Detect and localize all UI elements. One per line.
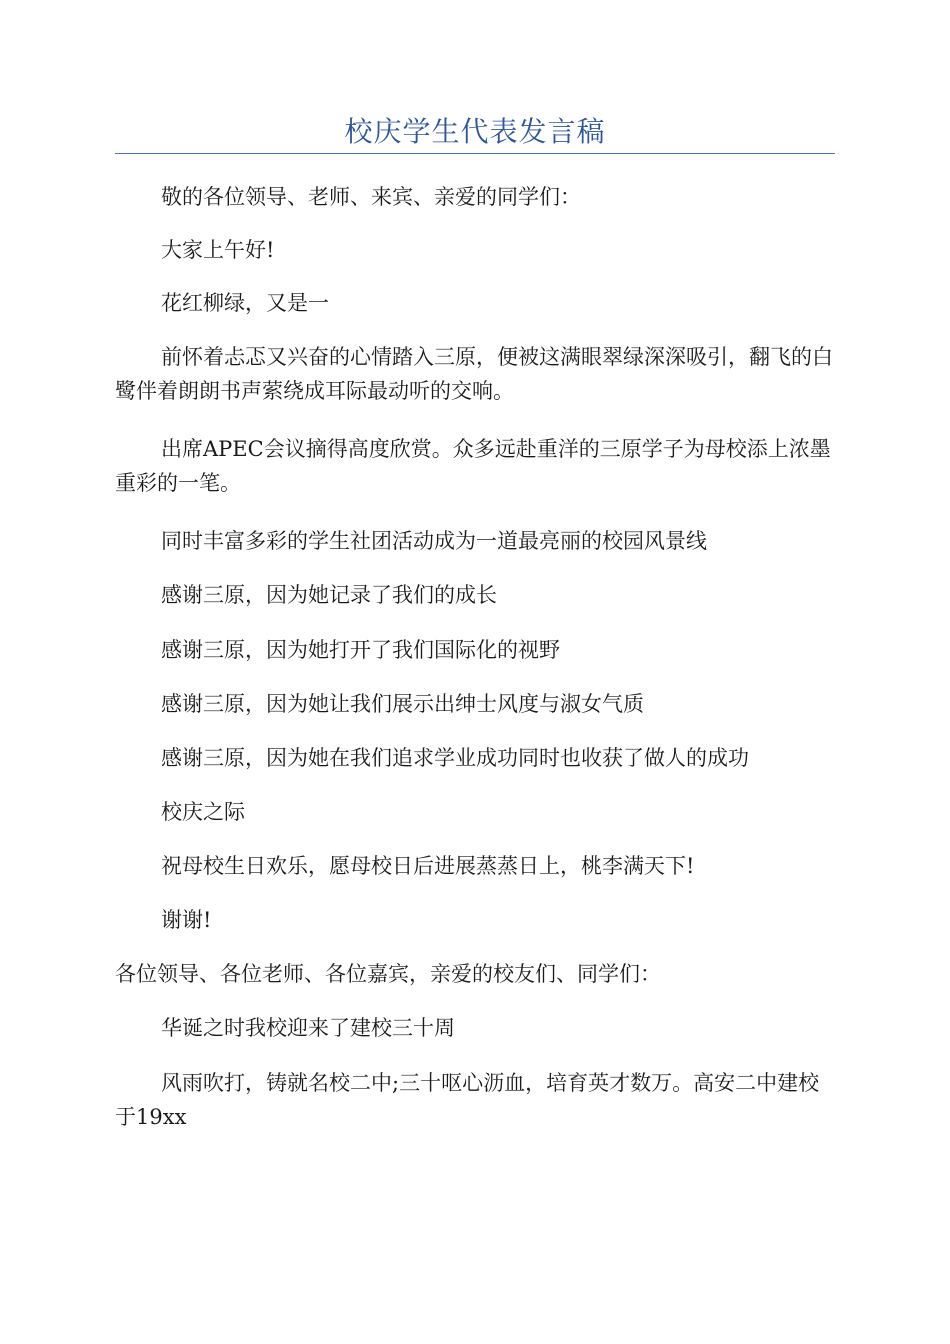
paragraph: 校庆之际 [161, 800, 245, 824]
paragraph-greeting-2: 各位领导、各位老师、各位嘉宾，亲爱的校友们、同学们： [115, 962, 661, 986]
paragraph: 感谢三原，因为她在我们追求学业成功同时也收获了做人的成功 [161, 746, 749, 770]
paragraph-greeting: 敬的各位领导、老师、来宾、亲爱的同学们： [161, 185, 581, 209]
paragraph: 出席APEC会议摘得高度欣赏。众多远赴重洋的三原学子为母校添上浓墨重彩的一笔。 [115, 437, 831, 495]
paragraph: 前怀着忐忑又兴奋的心情踏入三原，便被这满眼翠绿深深吸引，翻飞的白鹭伴着朗朗书声萦绕成耳际最动听的交响。 [115, 345, 833, 403]
paragraph-thanks: 谢谢! [161, 908, 212, 932]
paragraph: 花红柳绿，又是一 [161, 291, 329, 315]
paragraph: 感谢三原，因为她打开了我们国际化的视野 [161, 638, 560, 662]
paragraph: 华诞之时我校迎来了建校三十周 [161, 1016, 455, 1040]
paragraph: 同时丰富多彩的学生社团活动成为一道最亮丽的校园风景线 [161, 529, 707, 553]
title-underline [115, 153, 835, 154]
paragraph: 感谢三原，因为她记录了我们的成长 [161, 583, 497, 607]
paragraph: 感谢三原，因为她让我们展示出绅士风度与淑女气质 [161, 692, 644, 716]
document-title: 校庆学生代表发言稿 [344, 115, 606, 148]
paragraph: 祝母校生日欢乐，愿母校日后进展蒸蒸日上，桃李满天下! [161, 854, 695, 878]
paragraph: 风雨吹打，铸就名校二中;三十呕心沥血，培育英才数万。高安二中建校于19xx [115, 1071, 820, 1129]
paragraph-good-morning: 大家上午好! [161, 238, 275, 262]
